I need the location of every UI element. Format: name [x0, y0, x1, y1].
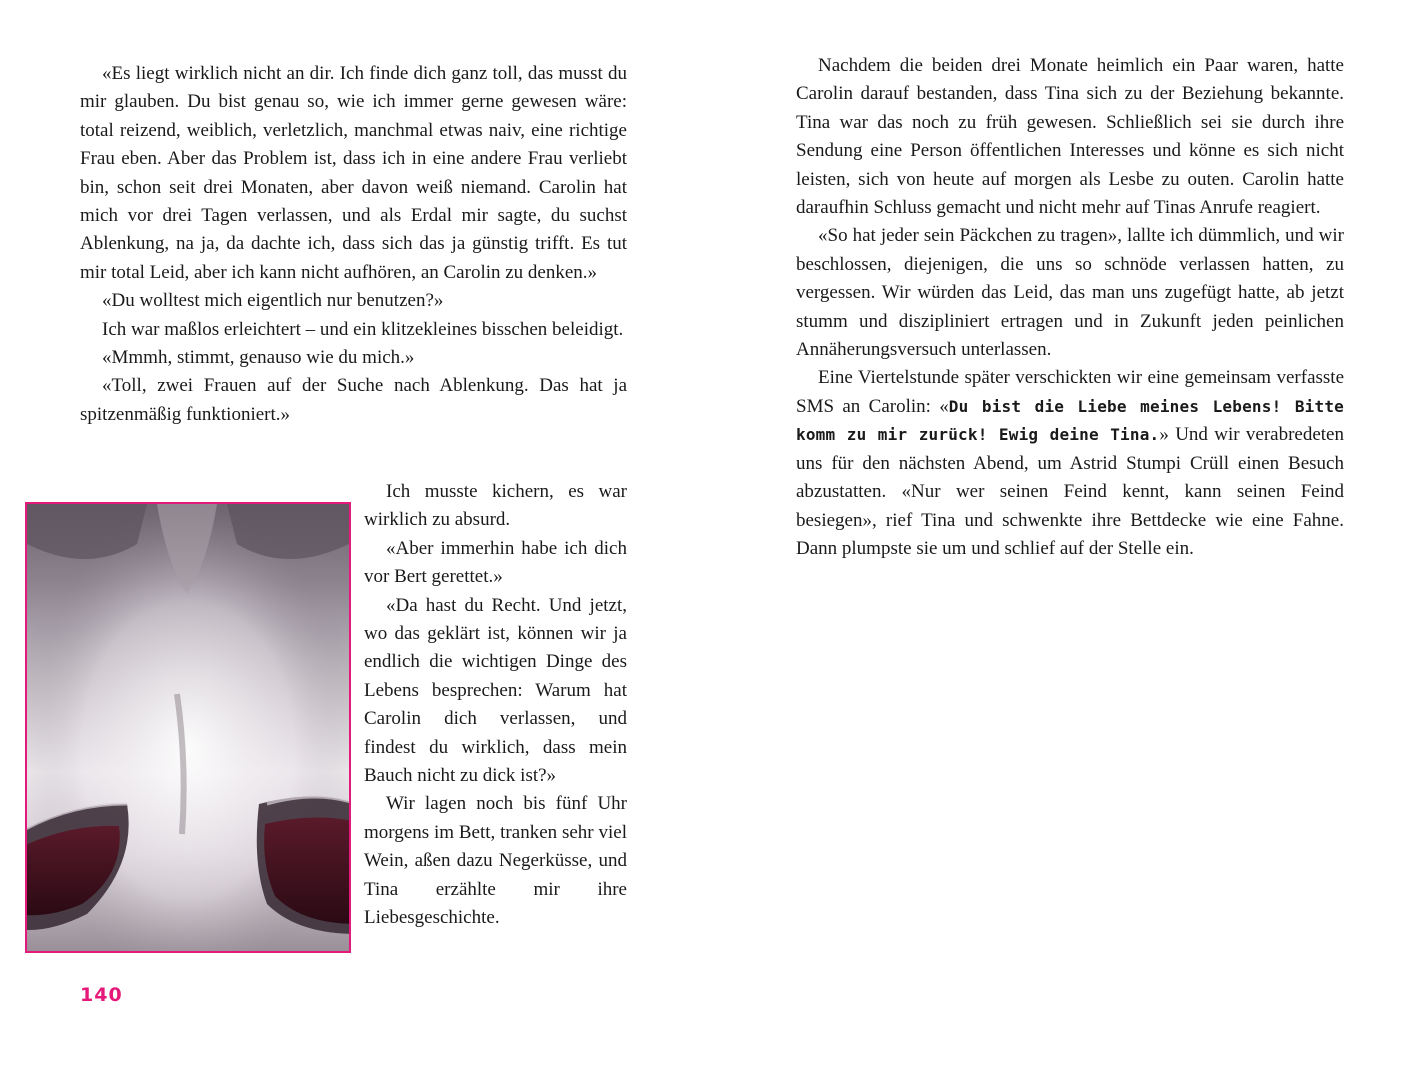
paragraph: «Du wolltest mich eigentlich nur benutzen?»	[102, 290, 444, 312]
paragraph-text: » Und wir verabredeten uns für den nächsten Abend, um Astrid Stumpi Crüll einen Besuch abzustatten. «Nur wer seinen Feind kennt, kann seinen Feind besiegen», rief Tina und schwenkte ihre Bettdecke wie eine Fahne. Dann plumpste sie um und schlief auf der Stelle ein.	[796, 424, 1344, 559]
paragraph: «Mmmh, stimmt, genauso wie du mich.»	[102, 347, 415, 369]
paragraph: «Aber immerhin habe ich dich vor Bert gerettet.»	[364, 537, 627, 588]
paragraph: Wir lagen noch bis fünf Uhr morgens im Bett, tranken sehr viel Wein, aßen dazu Negerküsse, und Tina erzählte mir ihre Liebesgeschichte.	[364, 793, 627, 929]
paragraph-with-sms	[796, 364, 1344, 563]
paragraph: «Toll, zwei Frauen auf der Suche nach Ablenkung. Das hat ja spitzenmäßig funktioniert.»	[80, 375, 627, 425]
left-page-text-top	[80, 60, 627, 429]
paragraph: Ich war maßlos erleichtert – und ein klitzekleines bisschen beleidigt.	[102, 318, 624, 340]
paragraph-text: Eine Viertelstunde später verschickten wir eine gemeinsam verfasste SMS an Carolin: «	[796, 367, 1344, 417]
page-number: 140	[80, 984, 123, 1006]
paragraph: «Da hast du Recht. Und jetzt, wo das geklärt ist, können wir ja endlich die wichtigen Dinge des Lebens besprechen: Warum hat Carolin dich verlassen, und findest du wirklich, dass mein Bauch nicht zu dick ist?»	[364, 594, 627, 787]
left-page-text-side	[364, 478, 627, 933]
paragraph: Ich musste kichern, es war wirklich zu absurd.	[364, 481, 627, 531]
right-page-text	[796, 52, 1344, 563]
paragraph: «So hat jeder sein Päckchen zu tragen», lallte ich dümmlich, und wir beschlossen, diejenigen, die uns so schnöde verlassen hatten, zu vergessen. Wir würden das Leid, das man uns zugefügt hatte, ab jetzt stumm und diszipliniert ertragen und in Zukunft jeden peinlichen Annäherungsversuch unterlassen.	[796, 225, 1344, 361]
sms-message: Du bist die Liebe meines Lebens! Bitte komm zu mir zurück! Ewig deine Tina.	[796, 396, 1345, 445]
photo-illustration	[27, 504, 349, 951]
paragraph: Nachdem die beiden drei Monate heimlich ein Paar waren, hatte Carolin darauf bestanden, dass Tina sich zu der Beziehung bekannte. Tina war das noch zu früh gewesen. Schließlich sei sie durch ihre Sendung eine Person öffentlichen Interesses und könne es sich nicht leisten, sich von heute auf morgen als Lesbe zu outen. Carolin hatte daraufhin Schluss gemacht und nicht mehr auf Tinas Anrufe reagiert.	[796, 55, 1344, 219]
photo-cleavage-wine-glasses	[25, 502, 351, 953]
paragraph: «Es liegt wirklich nicht an dir. Ich finde dich ganz toll, das musst du mir glauben. Du bist genau so, wie ich immer gerne gewesen wäre: total reizend, weiblich, verletzlich, manchmal etwas naiv, eine richtige Frau eben. Aber das Problem ist, dass ich in eine andere Frau verliebt bin, schon seit drei Monaten, aber davon weiß niemand. Carolin hat mich vor drei Tagen verlassen, und als Erdal mir sagte, du suchst Ablenkung, na ja, da dachte ich, dass sich das ja günstig trifft. Es tut mir total Leid, aber ich kann nicht aufhören, an Carolin zu denken.»	[80, 63, 627, 283]
